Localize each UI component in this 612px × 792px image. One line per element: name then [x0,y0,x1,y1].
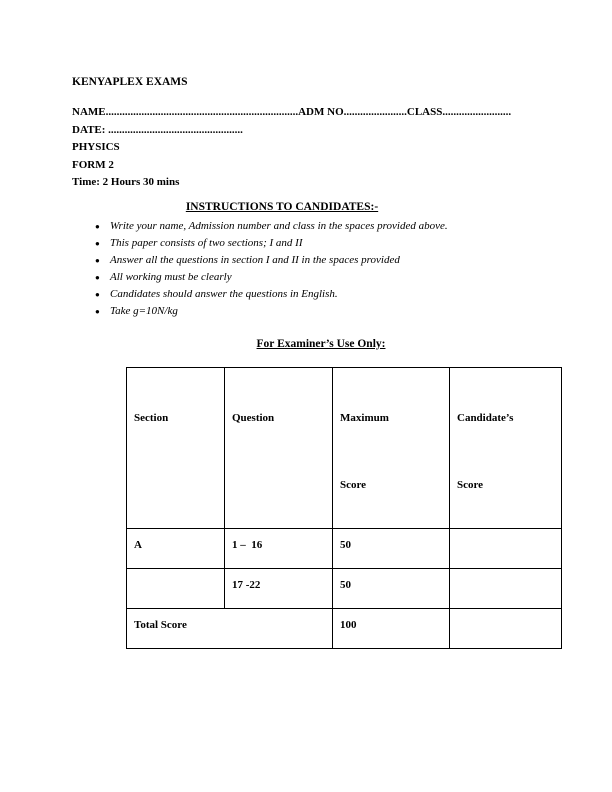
header-cell-section [127,367,225,528]
examiner-table [126,367,562,649]
instruction-text: Take g=10N/kg [110,304,178,317]
instruction-item [95,303,542,320]
date-line: DATE: ................................................. [72,123,243,136]
examiner-heading-row [72,334,542,353]
bullet-icon: ● [95,238,100,248]
header-cell-maximum-score [333,367,450,528]
header-cell-candidate-score [450,367,562,528]
table-row-section-a [127,528,562,568]
cell-section: A [127,528,225,568]
instruction-text: All working must be clearly [110,270,232,283]
instruction-text: Candidates should answer the questions in English. [110,287,338,300]
instruction-item [95,269,542,286]
bullet-icon: ● [95,272,100,282]
header-cell-question [225,367,333,528]
cell-total-max-score: 100 [333,608,450,648]
cell-max-score: 50 [333,568,450,608]
instruction-item [95,252,542,269]
bullet-icon: ● [95,221,100,231]
header-question-label: Question [232,411,275,424]
instruction-text: Answer all the questions in section I and II in the spaces provided [110,253,400,266]
cell-question-range: 17 -22 [225,568,333,608]
instructions-list [72,218,542,320]
cell-max-score: 50 [333,528,450,568]
table-row-total [127,608,562,648]
cell-question-range: 1 – 16 [225,528,333,568]
table-row-section-b [127,568,562,608]
cell-section [127,568,225,608]
cell-candidate-score [450,528,562,568]
examiner-use-heading: For Examiner’s Use Only: [256,337,386,350]
bullet-icon: ● [95,255,100,265]
cell-total-label: Total Score [127,608,333,648]
instruction-text: This paper consists of two sections; I and II [110,236,303,249]
examiner-table-header-row [127,367,562,528]
time-allowed: Time: 2 Hours 30 mins [72,176,180,188]
instruction-item [95,235,542,252]
subject-title: PHYSICS [72,141,120,153]
instruction-item [95,218,542,235]
instruction-text: Write your name, Admission number and class in the spaces provided above. [110,219,448,232]
header-max-line1: Maximum [340,411,389,424]
cell-total-candidate-score [450,608,562,648]
form-level: FORM 2 [72,158,114,171]
header-max-line2: Score [340,478,367,491]
instruction-item [95,286,542,303]
instructions-heading-row [72,197,542,216]
page-content [72,74,542,649]
bullet-icon: ● [95,306,100,316]
header-candidate-line2: Score [457,478,484,491]
cell-candidate-score [450,568,562,608]
name-adm-class-line: NAME......................................................................ADM NO.......................CLASS......................... [72,106,512,118]
exam-board-title: KENYAPLEX EXAMS [72,76,188,88]
header-section-label: Section [134,411,169,424]
instructions-heading: INSTRUCTIONS TO CANDIDATES:- [185,200,379,213]
bullet-icon: ● [95,289,100,299]
header-candidate-line1: Candidate’s [457,411,514,424]
